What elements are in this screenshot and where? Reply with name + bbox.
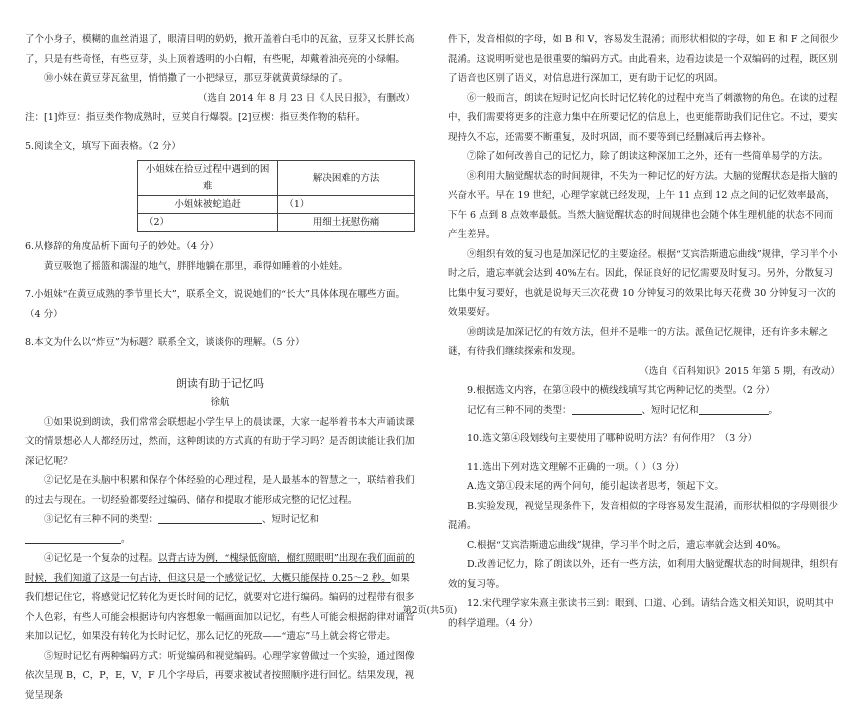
question-11: 11.选出下列对选文理解不正确的一项。（ ）（3 分） (448, 458, 840, 478)
question-6-quote: 黄豆吸饱了摇篮和濡湿的地气，胖胖地躺在那里，乖得如睡着的小娃娃。 (25, 257, 415, 277)
article-paragraph-1: ①如果说到朗读，我们常常会联想起小学生早上的晨读课，大家一起举着书本大声诵读课文的情景想必人人都经历过，然而，这种朗读的方式真的有助于学习吗？是否朗读能让我们加深记忆呢？ (25, 413, 415, 472)
article-paragraph-10: ⑩朗读是加深记忆的有效方法，但并不是唯一的方法。派鱼记忆规律，还有许多未解之谜，有待我们继续探索和发现。 (448, 323, 840, 362)
right-column (448, 30, 840, 633)
story-paragraph: ⑩小妹在黄豆芽瓦盆里，悄悄撒了一小把绿豆，那豆芽就黄黄绿绿的了。 (25, 69, 415, 89)
article-paragraph-2: ②记忆是在头脑中积累和保存个体经验的心理过程，是人最基本的智慧之一，联结着我们的过去与现在。一切经验都要经过编码、储存和提取才能形成完整的记忆过程。 (25, 471, 415, 510)
table-row (138, 214, 415, 232)
underlined-sentence: 以背古诗为例，“槐绿低窗暗，榴红照眼明”出现在我们面前的时候，我们知道了这是一句古诗，但这只是一个感觉记忆，大概只能保持 0.25～2 秒。 (25, 553, 415, 584)
question-10: 10.选文第④段划线句主要使用了哪种说明方法？有何作用？（3 分） (448, 429, 840, 449)
table-cell: 用细土抚慰伤痛 (278, 214, 415, 232)
answer-blank[interactable] (699, 402, 769, 415)
article-paragraph-6: ⑥一般而言，朗读在短时记忆向长时记忆转化的过程中充当了刺激物的角色。在读的过程中，我们需要将更多的注意力集中在所要记忆的信息上，也更能帮助我们记住它。不过，要实现持久不忘，还需要不断重复，及时巩固，而不要等到已经删减后再去修补。 (448, 89, 840, 148)
option-a: A.选文第①段末尾的两个问句，能引起读者思考，领起下文。 (448, 477, 840, 497)
answer-blank[interactable] (572, 402, 642, 415)
article-paragraph-9: ⑨组织有效的复习也是加深记忆的主要途径。根据“艾宾浩斯遗忘曲线”规律，学习半个小时之后，遗忘率就会达到 40%左右。因此，保证良好的记忆需要及时复习。另外，分散复习比集中复习要好，也就是说每天三次花费 10 分钟复习的效果比每天花费 30 分钟复习一次的效果要好。 (448, 245, 840, 323)
question-9: 9.根据选文内容，在第③段中的横线线填写其它两种记忆的类型。（2 分） (448, 381, 840, 401)
article-paragraph-8: ⑧利用大脑觉醒状态的时间规律，不失为一种记忆的好方法。大脑的觉醒状态是指大脑的兴奋水平。早在 19 世纪，心理学家就已经发现，上午 11 点到 12 点之间的记忆效率最高，下午 6 点到 8 点效率最低。当然大脑觉醒状态的时间规律也会随个体生理机能的状态不同而产生差异。 (448, 167, 840, 245)
paragraph-text: ③记忆有三种不同的类型： (44, 514, 158, 525)
table-cell: 小姐妹被蛇追赶 (138, 196, 278, 214)
option-b: B.实验发现，视觉呈现条件下，发音相似的字母容易发生混淆，而形状相似的字母则很少混淆。 (448, 497, 840, 536)
table-cell: （2） (138, 214, 278, 232)
paragraph-text: 如果我们想记住它，将感觉记忆转化为更长时间的记忆，就要对它进行编码。编码的过程带有很多个人色彩，有些人可能会根据诗句内容想象一幅画面加以记忆，有些人可能会根据韵律对诵音来加以记忆，如果没有转化为长时记忆，那么记忆的死敌——“遗忘”马上就会将它带走。 (25, 573, 415, 643)
page-number: 第2页(共5页) (0, 602, 860, 622)
answer-blank[interactable] (158, 511, 262, 524)
table-header-cell: 小姐妹在拾豆过程中遇到的困难 (138, 161, 278, 196)
answer-blank[interactable] (25, 531, 121, 544)
question-6: 6.从修辞的角度品析下面句子的妙处。（4 分） (25, 237, 415, 257)
story-paragraph: 了个小身子，模糊的血丝消退了，眼清目明的奶奶，掀开盖着白毛巾的瓦盆，豆芽又长胖长高了，只是有些奇怪，有些豆芽，头上顶着透明的小白帽，有些呢，却戴着油亮亮的小绿帽。 (25, 30, 415, 69)
article-title: 朗读有助于记忆吗 (25, 374, 415, 394)
paragraph-text: 记忆有三种不同的类型： (467, 405, 572, 416)
option-d: D.改善记忆力，除了朗读以外，还有一些方法，如利用大脑觉醒状态的时间规律，组织有效的复习等。 (448, 555, 840, 594)
article-paragraph-4 (25, 549, 415, 647)
answer-table (137, 160, 415, 232)
article-paragraph-3 (25, 510, 415, 549)
paragraph-text: 、短时记忆和 (642, 405, 699, 416)
notes: 注：[1]炸豆：指豆类作物成熟时，豆荚自行爆裂。[2]豆楔：指豆类作物的秸秆。 (25, 108, 415, 128)
table-cell: （1） (278, 196, 415, 214)
table-row (138, 196, 415, 214)
article-paragraph-5-cont: 件下，发音相似的字母，如 B 和 V，容易发生混淆；而形状相似的字母，如 E 和 F 之间很少混淆。这说明听觉也是很重要的编码方式。由此看来，边看边读是一个双编码的过程，既区别了语音也区别了语义，对信息进行深加工，更有助于记忆的巩固。 (448, 30, 840, 89)
option-c: C.根据“艾宾浩斯遗忘曲线”规律，学习半个时之后，遗忘率就会达到 40%。 (448, 536, 840, 556)
source-citation: （选自 2014 年 8 月 23 日《人民日报》，有删改） (25, 89, 415, 109)
paragraph-text: 、短时记忆和 (262, 514, 319, 525)
question-8: 8.本文为什么以“炸豆”为标题？联系全文，谈谈你的理解。（5 分） (25, 333, 415, 353)
paragraph-text: 。 (769, 405, 779, 416)
table-header-cell: 解决困难的方法 (278, 161, 415, 196)
paragraph-text: ④记忆是一个复杂的过程。 (44, 553, 158, 564)
question-5: 5.阅读全文，填写下面表格。（2 分） (25, 137, 415, 157)
question-9-answer (448, 401, 840, 421)
question-7: 7.小姐妹“在黄豆成熟的季节里长大”，联系全文，说说她们的“长大”具体体现在哪些方面。（4 分） (25, 285, 415, 324)
paragraph-text: 。 (121, 534, 131, 545)
article-author: 徐航 (25, 393, 415, 413)
question-12: 12.宋代理学家朱熹主张读书三到：眼到、口道、心到。请结合选文相关知识，说明其中的科学道理。（4 分） (448, 594, 840, 633)
source-citation: （选自《百科知识》2015 年第 5 期，有改动） (448, 362, 840, 382)
article-paragraph-5: ⑤短时记忆有两种编码方式：听觉编码和视觉编码。心理学家曾做过一个实验，通过图像依次呈现 B，C，P，E，V，F 几个字母后，再要求被试者按照顺序进行回忆。结果发现，视觉呈现条 (25, 647, 415, 705)
article-paragraph-7: ⑦除了如何改善自己的记忆力，除了朗读这种深加工之外，还有一些简单易学的方法。 (448, 147, 840, 167)
table-row (138, 161, 415, 196)
